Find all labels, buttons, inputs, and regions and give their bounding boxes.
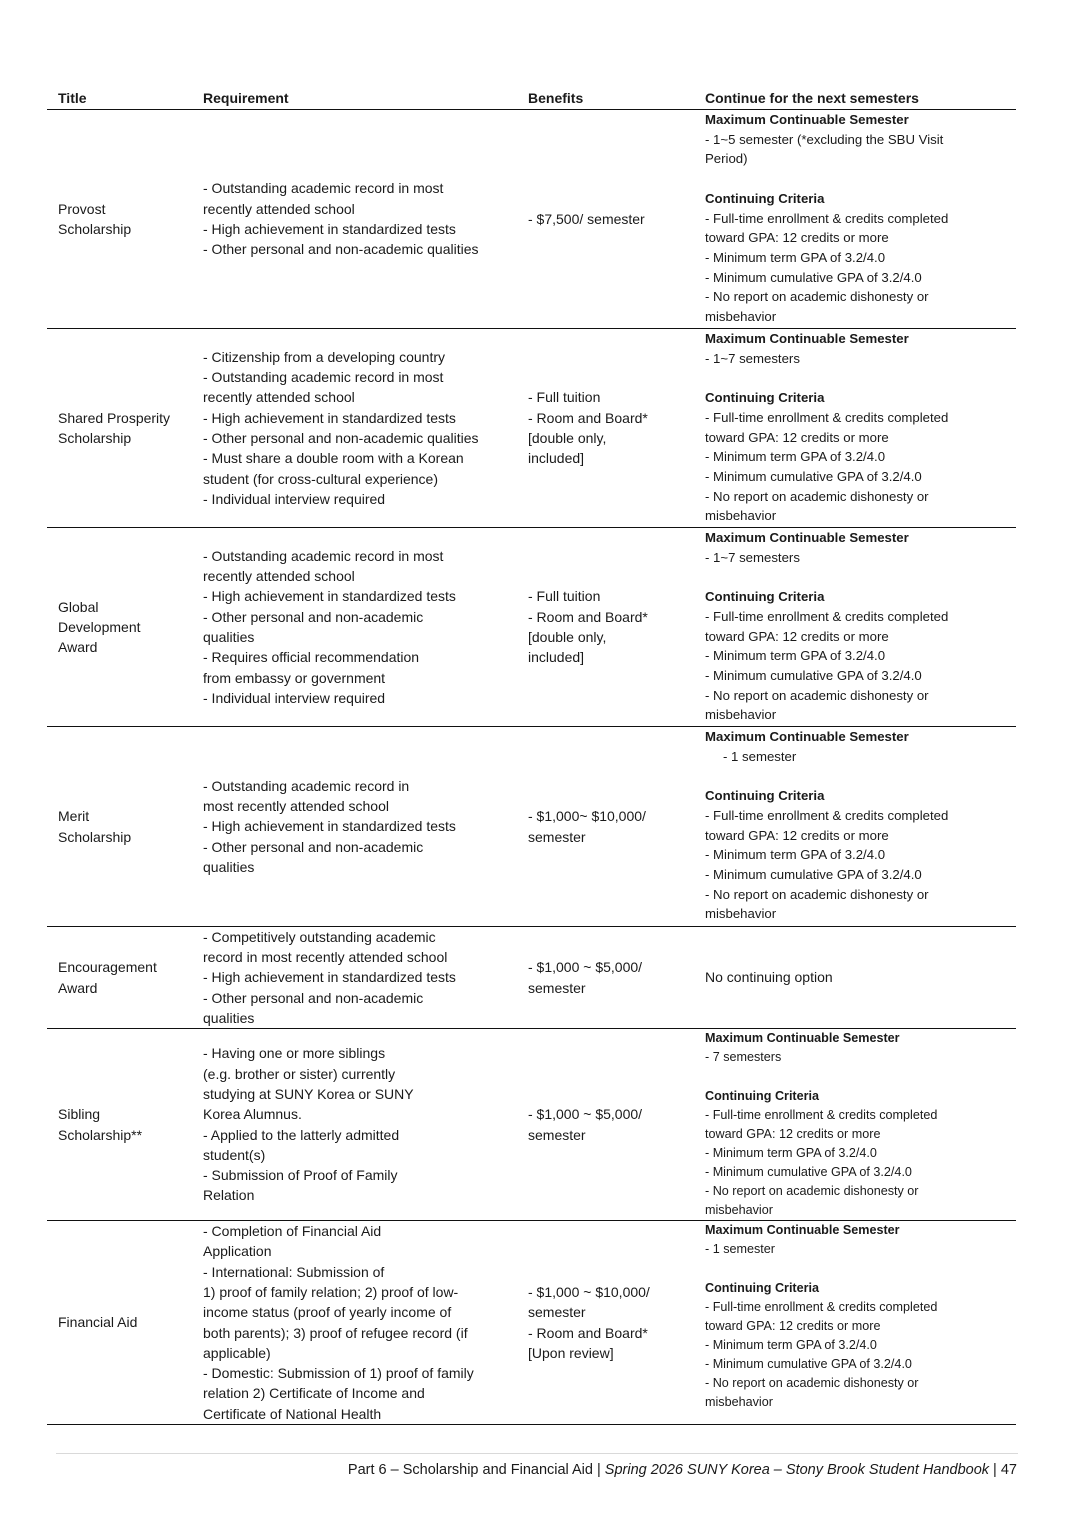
criteria-item: - Minimum cumulative GPA of 3.2/4.0: [705, 1356, 912, 1371]
scholarship-title-line: Encouragement: [58, 959, 157, 976]
criteria-item: - No report on academic dishonesty or: [705, 1375, 919, 1390]
requirement-cell-line: relation 2) Certificate of Income and: [203, 1385, 425, 1402]
criteria-item: - Full-time enrollment & credits completed: [705, 807, 949, 823]
continue-cell: [705, 927, 1016, 1028]
benefits-cell-line: [double only,: [528, 430, 607, 446]
requirement-cell-line: income status (proof of yearly income of: [203, 1304, 452, 1321]
requirement-cell-line: student (for cross-cultural experience): [203, 470, 438, 487]
criteria-item: toward GPA: 12 credits or more: [705, 1318, 881, 1333]
requirement-cell-line: - Applied to the latterly admitted: [203, 1126, 400, 1143]
table-row: [47, 1029, 1016, 1221]
requirement-cell-line: - Having one or more siblings: [203, 1045, 386, 1062]
page-number: 47: [1000, 1462, 1017, 1478]
scholarship-title: [47, 528, 203, 726]
benefits-cell-line: [Upon review]: [528, 1344, 614, 1361]
requirement-cell-line: - Other personal and non-academic qualities: [203, 430, 479, 446]
requirement-cell-line: recently attended school: [203, 568, 355, 585]
requirement-cell-line: - Submission of Proof of Family: [203, 1167, 398, 1184]
requirement-cell-line: - Other personal and non-academic: [203, 989, 424, 1006]
criteria-item: - Full-time enrollment & credits completed: [705, 210, 949, 226]
header-benefits: Benefits: [528, 90, 584, 106]
benefits-cell-line: - Full tuition: [528, 389, 601, 406]
max-semester-value: Period): [705, 151, 748, 167]
criteria-item: - Minimum term GPA of 3.2/4.0: [705, 648, 886, 664]
criteria-item: misbehavior: [705, 508, 777, 524]
criteria-item: - Minimum term GPA of 3.2/4.0: [705, 1337, 877, 1352]
requirement-cell-line: qualities: [203, 1009, 255, 1026]
max-semester-heading: Maximum Continuable Semester: [705, 1031, 900, 1045]
requirement-cell-line: - High achievement in standardized tests: [203, 588, 456, 605]
requirement-cell-line: - High achievement in standardized tests: [203, 969, 456, 986]
requirement-cell-line: - Requires official recommendation: [203, 649, 420, 666]
criteria-heading: Continuing Criteria: [705, 1280, 820, 1295]
requirement-cell-line: applicable): [203, 1344, 271, 1361]
criteria-item: - Minimum cumulative GPA of 3.2/4.0: [705, 667, 922, 683]
requirement-cell-line: (e.g. brother or sister) currently: [203, 1065, 396, 1082]
benefits-cell: [528, 727, 705, 926]
scholarship-title-line: Merit: [58, 808, 90, 825]
continue-cell: [705, 1221, 1016, 1424]
requirement-cell-line: recently attended school: [203, 200, 355, 217]
criteria-item: misbehavior: [705, 1202, 773, 1217]
scholarship-title-line: Financial Aid: [58, 1314, 138, 1331]
spacer: [705, 567, 1016, 587]
requirement-cell-line: - Outstanding academic record in most: [203, 547, 444, 564]
benefits-cell-line: - $7,500/ semester: [528, 210, 645, 227]
criteria-item: misbehavior: [705, 309, 777, 325]
criteria-item: toward GPA: 12 credits or more: [705, 1126, 881, 1141]
requirement-cell-line: - Outstanding academic record in: [203, 777, 410, 794]
footer-part: Part 6 – Scholarship and Financial Aid: [347, 1462, 593, 1478]
spacer: [705, 1259, 1016, 1279]
footer-handbook-title: Spring 2026 SUNY Korea – Stony Brook Student Handbook: [604, 1462, 990, 1478]
requirement-cell-line: qualities: [203, 629, 255, 645]
requirement-cell-line: - Domestic: Submission of 1) proof of family: [203, 1365, 474, 1382]
criteria-item: toward GPA: 12 credits or more: [705, 230, 889, 246]
scholarship-title-line: Scholarship: [58, 430, 132, 446]
requirement-cell: [203, 1029, 528, 1220]
scholarship-title: [47, 927, 203, 1028]
scholarship-title: [47, 329, 203, 527]
criteria-item: - Full-time enrollment & credits completed: [705, 1299, 938, 1314]
page-footer: [348, 1460, 1017, 1480]
scholarship-title-line: Scholarship**: [58, 1126, 143, 1143]
benefits-cell-line: - Room and Board*: [528, 608, 648, 625]
max-semester-value: - 1 semester: [723, 748, 797, 764]
requirement-cell: [203, 329, 528, 527]
requirement-cell-line: - International: Submission of: [203, 1263, 385, 1280]
scholarship-title-line: Award: [58, 639, 98, 656]
spacer: [705, 169, 1016, 189]
benefits-cell-line: - $1,000 ~ $5,000/: [528, 959, 643, 976]
criteria-item: - Minimum term GPA of 3.2/4.0: [705, 847, 886, 863]
criteria-item: toward GPA: 12 credits or more: [705, 628, 889, 644]
criteria-item: - No report on academic dishonesty or: [705, 289, 929, 305]
header-requirement: Requirement: [203, 90, 289, 106]
requirement-cell-line: Relation: [203, 1187, 255, 1204]
criteria-heading: Continuing Criteria: [705, 788, 825, 804]
spacer: [705, 368, 1016, 388]
requirement-cell-line: - Other personal and non-academic: [203, 838, 424, 855]
requirement-cell-line: record in most recently attended school: [203, 949, 448, 966]
benefits-cell-line: - Full tuition: [528, 588, 601, 605]
continue-cell: [705, 329, 1016, 527]
table-body: [47, 110, 1016, 1425]
benefits-cell: [528, 1221, 705, 1424]
spacer: [705, 1067, 1016, 1087]
header-title: Title: [58, 90, 87, 106]
requirement-cell-line: - High achievement in standardized tests: [203, 409, 456, 426]
requirement-cell: [203, 1221, 528, 1424]
max-semester-heading: Maximum Continuable Semester: [705, 331, 909, 346]
requirement-cell-line: from embassy or government: [203, 669, 386, 686]
requirement-cell-line: - Outstanding academic record in most: [203, 180, 444, 197]
requirement-cell-line: Certificate of National Health: [203, 1405, 382, 1422]
criteria-item: - Minimum cumulative GPA of 3.2/4.0: [705, 866, 922, 882]
requirement-cell: [203, 727, 528, 926]
requirement-cell-line: - Other personal and non-academic: [203, 608, 424, 625]
criteria-item: - No report on academic dishonesty or: [705, 886, 929, 902]
benefits-cell-line: - Room and Board*: [528, 1324, 648, 1341]
benefits-cell-line: semester: [528, 979, 586, 996]
requirement-cell-line: - Completion of Financial Aid: [203, 1223, 382, 1240]
requirement-cell: [203, 528, 528, 726]
benefits-cell-line: - $1,000 ~ $10,000/: [528, 1283, 650, 1300]
requirement-cell-line: studying at SUNY Korea or SUNY: [203, 1085, 414, 1102]
scholarship-title-line: Global: [58, 598, 99, 615]
scholarship-title-line: Shared Prosperity: [58, 409, 171, 426]
requirement-cell-line: - High achievement in standardized tests: [203, 221, 456, 237]
criteria-item: - Minimum cumulative GPA of 3.2/4.0: [705, 468, 922, 484]
scholarship-title: [47, 110, 203, 328]
criteria-item: - No report on academic dishonesty or: [705, 1183, 919, 1198]
benefits-cell-line: - $1,000 ~ $5,000/: [528, 1106, 643, 1123]
benefits-cell-line: semester: [528, 1304, 586, 1321]
requirement-cell-line: qualities: [203, 858, 255, 875]
requirement-cell-line: Application: [203, 1243, 272, 1260]
criteria-heading: Continuing Criteria: [705, 190, 825, 206]
criteria-item: toward GPA: 12 credits or more: [705, 429, 889, 445]
requirement-cell-line: most recently attended school: [203, 798, 389, 815]
continue-cell: [705, 727, 1016, 926]
header-continue: Continue for the next semesters: [705, 90, 919, 106]
scholarship-title-line: Sibling: [58, 1106, 101, 1123]
requirement-cell-line: student(s): [203, 1146, 266, 1163]
requirement-cell-line: - Individual interview required: [203, 689, 386, 706]
benefits-cell-line: - $1,000~ $10,000/: [528, 808, 646, 825]
benefits-cell: [528, 110, 705, 328]
table-row: [47, 927, 1016, 1029]
table-row: [47, 528, 1016, 727]
criteria-heading: Continuing Criteria: [705, 1088, 820, 1103]
max-semester-value: - 1~7 semesters: [705, 549, 800, 565]
benefits-cell-line: included]: [528, 649, 585, 666]
scholarship-title-line: Development: [58, 618, 141, 635]
benefits-cell-line: [double only,: [528, 629, 607, 645]
requirement-cell-line: - Other personal and non-academic qualities: [203, 241, 479, 258]
max-semester-value: - 1 semester: [705, 1242, 775, 1256]
criteria-item: - Full-time enrollment & credits completed: [705, 608, 949, 624]
benefits-cell: [528, 1029, 705, 1220]
criteria-item: misbehavior: [705, 1394, 773, 1409]
requirement-cell: [203, 927, 528, 1028]
requirement-cell-line: - Citizenship from a developing country: [203, 348, 446, 365]
max-semester-heading: Maximum Continuable Semester: [705, 729, 909, 744]
benefits-cell: [528, 927, 705, 1028]
max-semester-heading: Maximum Continuable Semester: [705, 112, 909, 127]
footer-separator: |: [592, 1462, 605, 1478]
scholarship-table: [47, 88, 1016, 1425]
scholarship-title: [47, 1029, 203, 1220]
requirement-cell-line: - Individual interview required: [203, 490, 386, 507]
criteria-item: toward GPA: 12 credits or more: [705, 827, 889, 843]
scholarship-title: [47, 1221, 203, 1424]
scholarship-title-line: Scholarship: [58, 221, 132, 237]
requirement-cell-line: both parents); 3) proof of refugee record (if: [203, 1324, 468, 1341]
scholarship-title-line: Scholarship: [58, 828, 132, 845]
max-semester-value: - 1~7 semesters: [705, 350, 800, 366]
criteria-item: misbehavior: [705, 707, 777, 723]
requirement-cell: [203, 110, 528, 328]
footer-separator: |: [989, 1462, 1001, 1478]
spacer: [705, 766, 1016, 786]
table-row: [47, 110, 1016, 329]
requirement-cell-line: 1) proof of family relation; 2) proof of low-: [203, 1283, 459, 1300]
table-row: [47, 1221, 1016, 1425]
max-semester-heading: Maximum Continuable Semester: [705, 1223, 900, 1237]
requirement-cell-line: - Competitively outstanding academic: [203, 928, 436, 945]
requirement-cell-line: recently attended school: [203, 389, 355, 406]
scholarship-title: [47, 727, 203, 926]
benefits-cell: [528, 528, 705, 726]
criteria-item: - Minimum cumulative GPA of 3.2/4.0: [705, 1164, 912, 1179]
table-header: [47, 88, 1016, 110]
criteria-item: misbehavior: [705, 906, 777, 922]
criteria-heading: Continuing Criteria: [705, 390, 825, 406]
criteria-item: - Minimum cumulative GPA of 3.2/4.0: [705, 269, 922, 285]
benefits-cell-line: included]: [528, 450, 585, 467]
requirement-cell-line: - Outstanding academic record in most: [203, 369, 444, 386]
max-semester-value: - 7 semesters: [705, 1050, 782, 1064]
continue-cell: [705, 110, 1016, 328]
requirement-cell-line: - High achievement in standardized tests: [203, 818, 456, 835]
criteria-item: - Minimum term GPA of 3.2/4.0: [705, 1145, 877, 1160]
requirement-cell-line: - Must share a double room with a Korean: [203, 450, 464, 467]
criteria-item: - No report on academic dishonesty or: [705, 488, 929, 504]
criteria-item: - No report on academic dishonesty or: [705, 687, 929, 703]
continue-cell: [705, 1029, 1016, 1220]
no-continuing-text: No continuing option: [705, 968, 833, 985]
benefits-cell-line: semester: [528, 828, 586, 845]
table-row: [47, 727, 1016, 927]
requirement-cell-line: Korea Alumnus.: [203, 1106, 302, 1123]
criteria-item: - Minimum term GPA of 3.2/4.0: [705, 449, 886, 465]
scholarship-title-line: Provost: [58, 200, 106, 217]
criteria-item: - Minimum term GPA of 3.2/4.0: [705, 249, 886, 265]
max-semester-heading: Maximum Continuable Semester: [705, 530, 909, 545]
benefits-cell: [528, 329, 705, 527]
table-row: [47, 329, 1016, 528]
benefits-cell-line: semester: [528, 1126, 586, 1143]
scholarship-title-line: Award: [58, 979, 98, 996]
max-semester-value: - 1~5 semester (*excluding the SBU Visit: [705, 131, 944, 147]
criteria-item: - Full-time enrollment & credits completed: [705, 1107, 938, 1122]
footer-divider: [56, 1453, 1018, 1454]
continue-cell: [705, 528, 1016, 726]
benefits-cell-line: - Room and Board*: [528, 409, 648, 426]
criteria-item: - Full-time enrollment & credits completed: [705, 409, 949, 425]
criteria-heading: Continuing Criteria: [705, 589, 825, 605]
